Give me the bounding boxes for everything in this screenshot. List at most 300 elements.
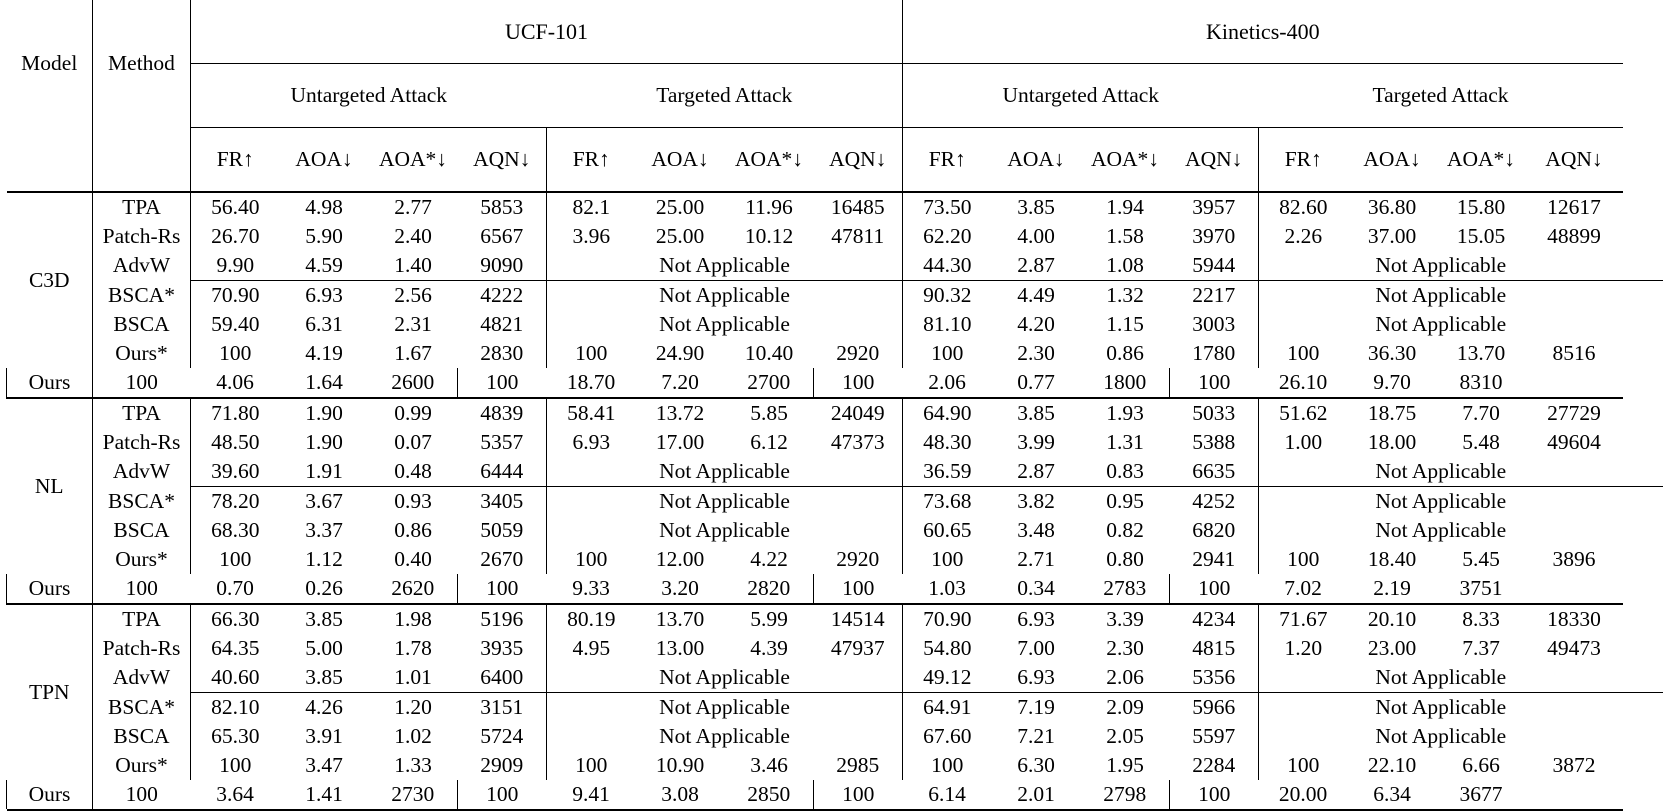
method-label: AdvW	[93, 663, 191, 693]
header-model: Model	[21, 50, 78, 75]
data-cell: 12617	[1547, 194, 1601, 219]
data-cell: 4.26	[305, 694, 343, 719]
data-cell: 4.95	[547, 634, 636, 663]
data-cell: 1.40	[394, 252, 432, 277]
metric-header-5: FR↑	[547, 127, 636, 192]
method-label: TPA	[93, 605, 191, 634]
data-cell: 0.07	[394, 429, 432, 454]
metric-header-16: AQN↓	[1545, 146, 1603, 171]
data-cell: 0.48	[394, 458, 432, 483]
not-applicable-cell: Not Applicable	[1259, 722, 1623, 751]
method-label: Ours	[7, 574, 93, 604]
data-cell: 12.00	[655, 546, 705, 571]
not-applicable-cell: Not Applicable	[1259, 516, 1623, 545]
data-cell: 100	[903, 545, 992, 574]
metric-header-12: AQN↓	[1185, 146, 1243, 171]
data-cell: 3003	[1192, 311, 1236, 336]
data-cell: 0.93	[394, 488, 432, 513]
not-applicable-cell: Not Applicable	[1259, 487, 1623, 516]
data-cell: 6635	[1192, 458, 1236, 483]
data-cell: 82.1	[547, 193, 636, 222]
data-cell: 39.60	[191, 457, 280, 487]
not-applicable-cell: Not Applicable	[547, 516, 903, 545]
metric-header-7: AOA*↓	[734, 146, 804, 171]
data-cell: 7.21	[1017, 723, 1055, 748]
data-cell: 2.87	[1017, 458, 1055, 483]
data-cell: 100	[814, 574, 903, 604]
data-cell: 2920	[836, 340, 880, 365]
table-row	[7, 487, 1664, 516]
attack-type-header-2: Targeted Attack	[547, 64, 903, 128]
data-cell: 3.85	[305, 606, 343, 631]
not-applicable-cell: Not Applicable	[1259, 663, 1623, 693]
table-row	[7, 193, 1664, 222]
data-cell: 3.20	[661, 575, 699, 600]
data-cell: 9.90	[191, 251, 280, 281]
data-cell: 2.56	[394, 282, 432, 307]
data-cell: 60.65	[903, 516, 992, 545]
data-cell: 3751	[1459, 575, 1503, 600]
not-applicable-cell: Not Applicable	[547, 457, 903, 487]
data-cell: 18.00	[1367, 429, 1417, 454]
data-cell: 71.80	[191, 399, 280, 428]
data-cell: 15.80	[1456, 194, 1506, 219]
data-cell: 2.19	[1373, 575, 1411, 600]
data-cell: 14514	[830, 606, 885, 631]
data-cell: 3935	[480, 635, 524, 660]
method-label: Ours	[7, 368, 93, 398]
data-cell: 100	[1170, 780, 1259, 809]
metric-header-13: FR↑	[1259, 127, 1348, 192]
method-label: AdvW	[93, 251, 191, 281]
data-cell: 3.46	[750, 752, 788, 777]
table-row	[7, 281, 1664, 310]
data-cell: 3872	[1552, 752, 1596, 777]
data-cell: 27729	[1547, 400, 1601, 425]
data-cell: 22.10	[1367, 752, 1417, 777]
data-cell: 2730	[391, 781, 435, 806]
not-applicable-cell: Not Applicable	[547, 487, 903, 516]
not-applicable-cell: Not Applicable	[547, 281, 903, 310]
data-cell: 6.93	[1017, 664, 1055, 689]
data-cell: 64.90	[903, 399, 992, 428]
data-cell: 3.67	[305, 488, 343, 513]
data-cell: 0.82	[1106, 517, 1144, 542]
data-cell: 1.93	[1106, 400, 1144, 425]
data-cell: 1.41	[305, 781, 343, 806]
data-cell: 2820	[747, 575, 791, 600]
data-cell: 18330	[1547, 606, 1601, 631]
data-cell: 71.67	[1259, 605, 1348, 634]
data-cell: 48899	[1547, 223, 1601, 248]
data-cell: 100	[814, 780, 903, 809]
table-row	[7, 251, 1664, 281]
data-cell: 3.91	[305, 723, 343, 748]
data-cell: 6.30	[1017, 752, 1055, 777]
data-cell: 26.70	[191, 222, 280, 251]
data-cell: 68.30	[191, 516, 280, 545]
data-cell: 1.02	[394, 723, 432, 748]
data-cell: 0.95	[1106, 488, 1144, 513]
data-cell: 2.71	[1017, 546, 1055, 571]
data-cell: 3896	[1552, 546, 1596, 571]
data-cell: 0.80	[1106, 546, 1144, 571]
data-cell: 100	[191, 545, 280, 574]
data-cell: 5388	[1192, 429, 1236, 454]
data-cell: 7.20	[661, 369, 699, 394]
data-cell: 59.40	[191, 310, 280, 339]
data-cell: 1780	[1192, 340, 1236, 365]
data-cell: 8.33	[1462, 606, 1500, 631]
data-cell: 2783	[1103, 575, 1147, 600]
data-cell: 5.45	[1462, 546, 1500, 571]
data-cell: 70.90	[903, 605, 992, 634]
data-cell: 6.93	[1017, 606, 1055, 631]
method-label: BSCA*	[93, 487, 191, 516]
table-row	[7, 339, 1664, 368]
not-applicable-cell: Not Applicable	[1259, 310, 1623, 339]
data-cell: 0.83	[1106, 458, 1144, 483]
data-cell: 1.90	[305, 429, 343, 454]
data-cell: 1.33	[394, 752, 432, 777]
data-cell: 0.77	[1017, 369, 1055, 394]
data-cell: 8310	[1459, 369, 1503, 394]
data-cell: 5.90	[305, 223, 343, 248]
results-table	[6, 0, 1663, 811]
data-cell: 1.03	[928, 575, 966, 600]
metric-header-3: AOA*↓	[378, 146, 448, 171]
data-cell: 1.12	[305, 546, 343, 571]
data-cell: 5724	[480, 723, 524, 748]
data-cell: 4.22	[750, 546, 788, 571]
metric-header-1: FR↑	[191, 127, 280, 192]
data-cell: 70.90	[191, 281, 280, 310]
data-cell: 100	[93, 574, 191, 604]
data-cell: 100	[1259, 751, 1348, 780]
table-row	[7, 368, 1664, 398]
data-cell: 3.47	[305, 752, 343, 777]
data-cell: 2.31	[394, 311, 432, 336]
data-cell: 81.10	[903, 310, 992, 339]
method-label: Patch-Rs	[93, 428, 191, 457]
data-cell: 1.67	[394, 340, 432, 365]
data-cell: 1.20	[394, 694, 432, 719]
dataset-header-1: UCF-101	[191, 0, 903, 64]
method-label: Ours*	[93, 339, 191, 368]
data-cell: 5357	[480, 429, 524, 454]
data-cell: 13.70	[1456, 340, 1506, 365]
method-label: TPA	[93, 193, 191, 222]
data-cell: 100	[458, 780, 547, 809]
table-row	[7, 399, 1664, 428]
method-label: Patch-Rs	[93, 222, 191, 251]
data-cell: 100	[1259, 339, 1348, 368]
data-cell: 6567	[480, 223, 524, 248]
data-cell: 0.40	[394, 546, 432, 571]
data-cell: 4234	[1192, 606, 1236, 631]
data-cell: 36.80	[1367, 194, 1417, 219]
data-cell: 10.12	[744, 223, 794, 248]
data-cell: 64.91	[903, 693, 992, 722]
data-cell: 62.20	[903, 222, 992, 251]
not-applicable-cell: Not Applicable	[1259, 457, 1623, 487]
data-cell: 24049	[830, 400, 885, 425]
data-cell: 6.12	[750, 429, 788, 454]
data-cell: 5.85	[750, 400, 788, 425]
data-cell: 3.37	[305, 517, 343, 542]
data-cell: 5196	[480, 606, 524, 631]
data-cell: 4252	[1192, 488, 1236, 513]
data-cell: 0.26	[305, 575, 343, 600]
data-cell: 100	[191, 339, 280, 368]
data-cell: 2217	[1192, 282, 1236, 307]
data-cell: 1800	[1103, 369, 1147, 394]
header-spacer-method	[93, 127, 191, 192]
method-label: Ours*	[93, 545, 191, 574]
data-cell: 5597	[1192, 723, 1236, 748]
data-cell: 3.39	[1106, 606, 1144, 631]
data-cell: 44.30	[903, 251, 992, 281]
not-applicable-cell: Not Applicable	[547, 693, 903, 722]
data-cell: 100	[93, 780, 191, 809]
table-row	[7, 605, 1664, 634]
data-cell: 3957	[1192, 194, 1236, 219]
data-cell: 2941	[1192, 546, 1236, 571]
metric-header-2: AOA↓	[295, 146, 353, 171]
data-cell: 13.70	[655, 606, 705, 631]
data-cell: 48.30	[903, 428, 992, 457]
data-cell: 3.64	[216, 781, 254, 806]
data-cell: 100	[191, 751, 280, 780]
data-cell: 67.60	[903, 722, 992, 751]
data-cell: 65.30	[191, 722, 280, 751]
data-cell: 3151	[480, 694, 524, 719]
data-cell: 73.68	[903, 487, 992, 516]
data-cell: 64.35	[191, 634, 280, 663]
data-cell: 4.59	[305, 252, 343, 277]
data-cell: 100	[547, 545, 636, 574]
data-cell: 24.90	[655, 340, 705, 365]
data-cell: 13.72	[655, 400, 705, 425]
data-cell: 4839	[480, 400, 524, 425]
data-cell: 49.12	[903, 663, 992, 693]
data-cell: 66.30	[191, 605, 280, 634]
data-cell: 1.64	[305, 369, 343, 394]
data-cell: 100	[1170, 574, 1259, 604]
model-label-nl: NL	[34, 473, 64, 498]
method-label: AdvW	[93, 457, 191, 487]
header-spacer-model	[7, 127, 93, 192]
data-cell: 100	[1170, 368, 1259, 398]
data-cell: 2.87	[1017, 252, 1055, 277]
data-cell: 20.00	[1278, 781, 1328, 806]
data-cell: 49604	[1547, 429, 1601, 454]
data-cell: 13.00	[655, 635, 705, 660]
data-cell: 10.90	[655, 752, 705, 777]
data-cell: 1.91	[305, 458, 343, 483]
dataset-header-2: Kinetics-400	[903, 0, 1623, 64]
data-cell: 2.09	[1106, 694, 1144, 719]
data-cell: 2.26	[1259, 222, 1348, 251]
data-cell: 2.40	[394, 223, 432, 248]
data-cell: 17.00	[655, 429, 705, 454]
data-cell: 18.40	[1367, 546, 1417, 571]
data-cell: 5356	[1192, 664, 1236, 689]
data-cell: 2909	[480, 752, 524, 777]
data-cell: 4821	[480, 311, 524, 336]
data-cell: 5.48	[1462, 429, 1500, 454]
data-cell: 47937	[830, 635, 885, 660]
table-row	[7, 634, 1664, 663]
data-cell: 5.99	[750, 606, 788, 631]
data-cell: 2.06	[928, 369, 966, 394]
data-cell: 100	[1259, 545, 1348, 574]
data-cell: 4815	[1192, 635, 1236, 660]
data-cell: 3405	[480, 488, 524, 513]
data-cell: 6.34	[1373, 781, 1411, 806]
data-cell: 1.00	[1259, 428, 1348, 457]
method-label: BSCA	[93, 722, 191, 751]
data-cell: 0.86	[394, 517, 432, 542]
data-cell: 6444	[480, 458, 524, 483]
data-cell: 78.20	[191, 487, 280, 516]
data-cell: 8516	[1552, 340, 1596, 365]
metric-header-10: AOA↓	[1007, 146, 1065, 171]
data-cell: 4.98	[305, 194, 343, 219]
data-cell: 1.20	[1259, 634, 1348, 663]
data-cell: 2.06	[1106, 664, 1144, 689]
data-cell: 1.32	[1106, 282, 1144, 307]
data-cell: 7.19	[1017, 694, 1055, 719]
data-cell: 2600	[391, 369, 435, 394]
header-method: Method	[93, 0, 191, 127]
data-cell: 7.37	[1462, 635, 1500, 660]
attack-type-header-3: Untargeted Attack	[903, 64, 1259, 128]
attack-type-header-1: Untargeted Attack	[191, 64, 547, 128]
data-cell: 37.00	[1367, 223, 1417, 248]
not-applicable-cell: Not Applicable	[1259, 281, 1623, 310]
data-cell: 1.78	[394, 635, 432, 660]
data-cell: 4.49	[1017, 282, 1055, 307]
data-cell: 2.30	[1017, 340, 1055, 365]
data-cell: 6.31	[305, 311, 343, 336]
data-cell: 2985	[836, 752, 880, 777]
data-cell: 5853	[480, 194, 524, 219]
not-applicable-cell: Not Applicable	[547, 310, 903, 339]
table-row	[7, 545, 1664, 574]
method-label: Patch-Rs	[93, 634, 191, 663]
model-label-tpn: TPN	[28, 679, 70, 704]
table-row	[7, 574, 1664, 604]
data-cell: 90.32	[903, 281, 992, 310]
data-cell: 1.90	[305, 400, 343, 425]
data-cell: 47811	[831, 223, 885, 248]
data-cell: 100	[814, 368, 903, 398]
data-cell: 6.93	[305, 282, 343, 307]
model-label-c3d: C3D	[28, 267, 70, 292]
data-cell: 2670	[480, 546, 524, 571]
data-cell: 0.99	[394, 400, 432, 425]
data-cell: 2798	[1103, 781, 1147, 806]
data-cell: 3.85	[1017, 400, 1055, 425]
data-cell: 73.50	[903, 193, 992, 222]
data-cell: 82.60	[1259, 193, 1348, 222]
data-cell: 36.30	[1367, 340, 1417, 365]
table-row	[7, 310, 1664, 339]
data-cell: 36.59	[903, 457, 992, 487]
table-row	[7, 516, 1664, 545]
data-cell: 3970	[1192, 223, 1236, 248]
data-cell: 5033	[1192, 400, 1236, 425]
not-applicable-cell: Not Applicable	[547, 722, 903, 751]
data-cell: 5.00	[305, 635, 343, 660]
data-cell: 3677	[1459, 781, 1503, 806]
data-cell: 100	[458, 368, 547, 398]
method-label: BSCA	[93, 516, 191, 545]
data-cell: 40.60	[191, 663, 280, 693]
table-row	[7, 751, 1664, 780]
attack-type-header-4: Targeted Attack	[1259, 64, 1623, 128]
data-cell: 15.05	[1456, 223, 1506, 248]
data-cell: 4.06	[216, 369, 254, 394]
table-row	[7, 428, 1664, 457]
data-cell: 7.70	[1462, 400, 1500, 425]
data-cell: 6.93	[547, 428, 636, 457]
metric-header-11: AOA*↓	[1090, 146, 1160, 171]
data-cell: 23.00	[1367, 635, 1417, 660]
data-cell: 6400	[480, 664, 524, 689]
data-cell: 3.99	[1017, 429, 1055, 454]
not-applicable-cell: Not Applicable	[547, 663, 903, 693]
data-cell: 26.10	[1278, 369, 1328, 394]
data-cell: 1.15	[1106, 311, 1144, 336]
table-row	[7, 722, 1664, 751]
data-cell: 4222	[480, 282, 524, 307]
metric-header-8: AQN↓	[829, 146, 887, 171]
not-applicable-cell: Not Applicable	[547, 251, 903, 281]
data-cell: 47373	[830, 429, 885, 454]
data-cell: 3.48	[1017, 517, 1055, 542]
data-cell: 2620	[391, 575, 435, 600]
method-label: BSCA*	[93, 693, 191, 722]
data-cell: 2.77	[394, 194, 432, 219]
data-cell: 3.96	[547, 222, 636, 251]
data-cell: 2284	[1192, 752, 1236, 777]
data-cell: 54.80	[903, 634, 992, 663]
data-cell: 3.82	[1017, 488, 1055, 513]
data-cell: 100	[93, 368, 191, 398]
data-cell: 18.70	[566, 369, 616, 394]
data-cell: 18.75	[1367, 400, 1417, 425]
metric-header-9: FR↑	[903, 127, 992, 192]
table-row	[7, 222, 1664, 251]
data-cell: 3.08	[661, 781, 699, 806]
data-cell: 48.50	[191, 428, 280, 457]
metric-header-14: AOA↓	[1363, 146, 1421, 171]
data-cell: 6.14	[928, 781, 966, 806]
data-cell: 100	[903, 339, 992, 368]
data-cell: 3.85	[305, 664, 343, 689]
table-row	[7, 663, 1664, 693]
data-cell: 51.62	[1259, 399, 1348, 428]
metric-header-4: AQN↓	[473, 146, 531, 171]
data-cell: 9.41	[572, 781, 610, 806]
data-cell: 9090	[480, 252, 524, 277]
data-cell: 100	[903, 751, 992, 780]
data-cell: 2.05	[1106, 723, 1144, 748]
data-cell: 0.70	[216, 575, 254, 600]
data-cell: 11.96	[745, 194, 793, 219]
